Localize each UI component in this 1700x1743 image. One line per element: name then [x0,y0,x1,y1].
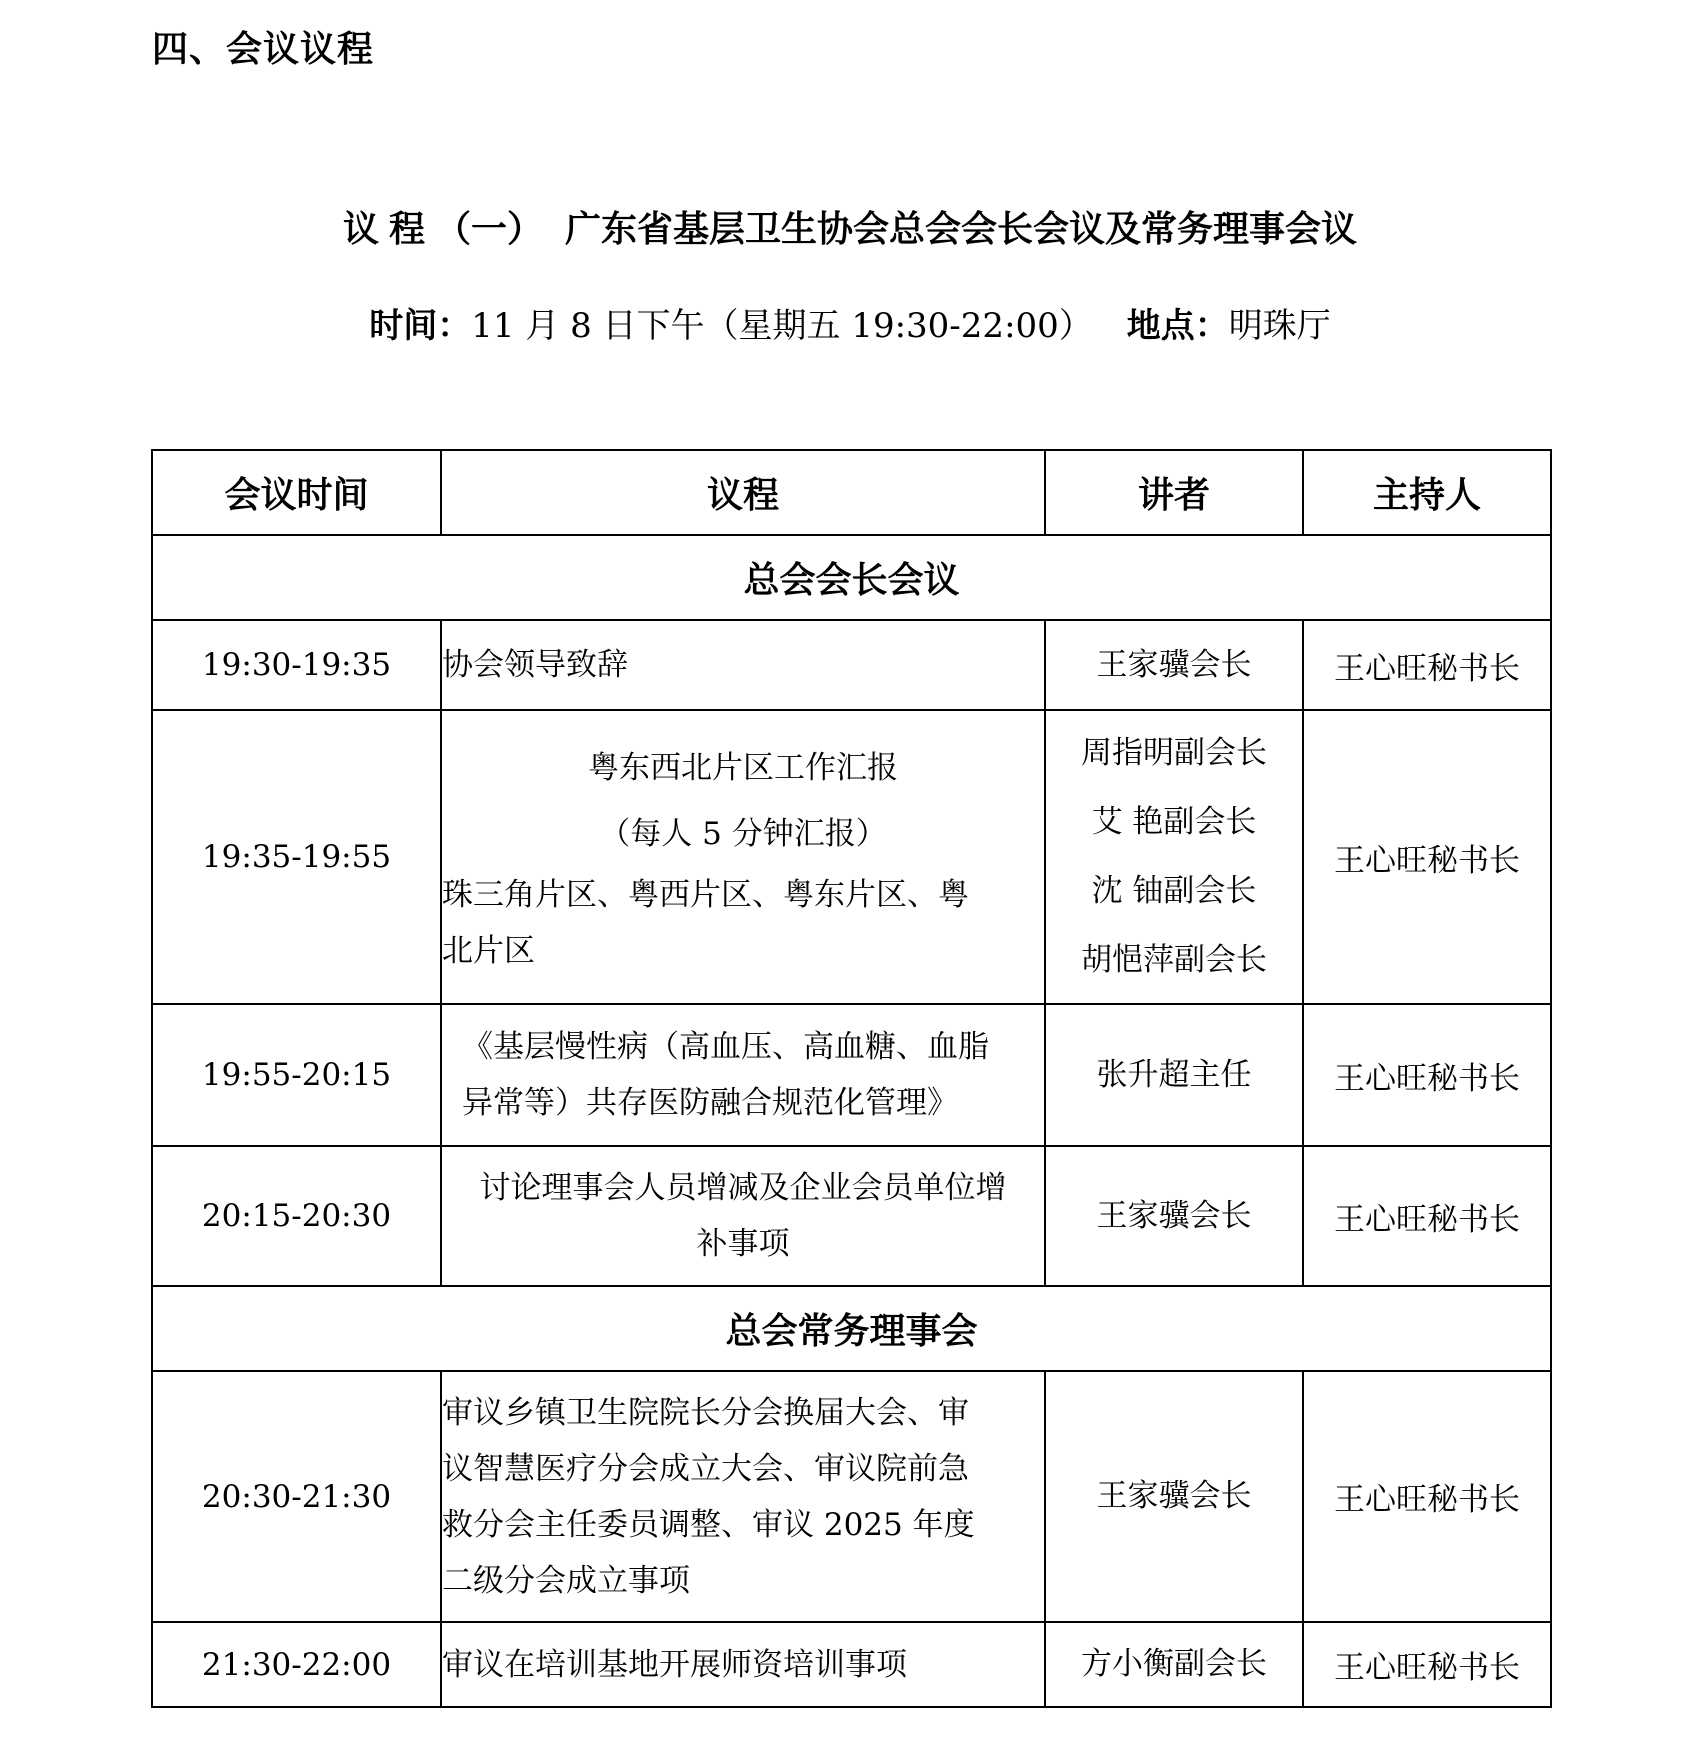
agenda-table [151,449,1552,1708]
header-time: 会议时间 [152,450,441,535]
speaker-cell [1045,1622,1303,1707]
host-cell: 王心旺秘书长 [1303,1371,1551,1622]
host-cell: 王心旺秘书长 [1303,1004,1551,1146]
place-value: 明珠厅 [1228,306,1331,346]
time-value: 11 月 8 日下午（星期五 19:30-22:00） [471,306,1093,346]
agenda-line: 议智慧医疗分会成立大会、审议院前急 [442,1450,969,1487]
agenda-title [0,206,1700,254]
place-label: 地点： [1126,306,1229,346]
section-heading: 四、会议议程 [152,29,375,70]
time-cell: 19:35-19:55 [152,710,441,1004]
agenda-line: 北片区 [442,933,535,969]
table-row [152,1146,1551,1286]
table-row [152,1371,1551,1622]
time-cell: 20:30-21:30 [152,1371,441,1622]
header-host: 主持人 [1303,450,1551,535]
section-row [152,535,1551,620]
speaker-name: 王家骥会长 [1096,646,1252,683]
table-header-row [152,450,1551,535]
table-row [152,620,1551,710]
agenda-line: 讨论理事会人员增减及企业会员单位增 [479,1170,1007,1206]
time-cell: 19:55-20:15 [152,1004,441,1146]
table-row [152,1004,1551,1146]
agenda-cell [441,710,1045,1004]
header-speaker: 讲者 [1045,450,1303,535]
header-agenda: 议程 [441,450,1045,535]
agenda-cell [441,1371,1045,1622]
speaker-name: 周指明副会长 [1081,735,1267,771]
agenda-title-number: （一） [434,209,543,250]
host-cell: 王心旺秘书长 [1303,1622,1551,1707]
section-title: 总会会长会议 [152,535,1551,620]
agenda-title-prefix: 议程 [342,209,435,250]
agenda-cell [441,1146,1045,1286]
agenda-line: （每人 5 分钟汇报） [599,816,887,852]
agenda-line: 补事项 [696,1226,790,1262]
host-cell: 王心旺秘书长 [1303,1146,1551,1286]
agenda-cell [441,620,1045,710]
host-cell: 王心旺秘书长 [1303,710,1551,1004]
speaker-name: 胡悒萍副会长 [1081,942,1267,978]
agenda-line: 粤东西北片区工作汇报 [588,750,898,786]
speaker-name: 沈 铀副会长 [1091,873,1257,909]
table-row [152,1622,1551,1707]
speaker-name: 方小衡副会长 [1081,1646,1267,1682]
speaker-cell [1045,1004,1303,1146]
section-row [152,1286,1551,1371]
section-title: 总会常务理事会 [152,1286,1551,1371]
agenda-line: 《基层慢性病（高血压、高血糖、血脂 [462,1029,989,1065]
agenda-line: 二级分会成立事项 [442,1562,690,1599]
time-place-line [0,302,1700,350]
time-label: 时间： [369,306,472,346]
agenda-cell [441,1004,1045,1146]
speaker-name: 王家骥会长 [1096,1478,1252,1514]
agenda-line: 审议在培训基地开展师资培训事项 [442,1646,907,1683]
agenda-line: 异常等）共存医防融合规范化管理》 [462,1085,958,1121]
agenda-title-text: 广东省基层卫生协会总会会长会议及常务理事会议 [565,209,1358,250]
agenda-line: 协会领导致辞 [442,647,628,683]
speaker-cell [1045,1371,1303,1622]
agenda-line: 珠三角片区、粤西片区、粤东片区、粤 [442,877,969,913]
agenda-cell [441,1622,1045,1707]
time-cell: 20:15-20:30 [152,1146,441,1286]
speaker-cell [1045,1146,1303,1286]
host-cell: 王心旺秘书长 [1303,620,1551,710]
speaker-cell [1045,620,1303,710]
speaker-name: 艾 艳副会长 [1091,804,1257,840]
time-cell: 19:30-19:35 [152,620,441,710]
agenda-line: 救分会主任委员调整、审议 2025 年度 [442,1506,975,1543]
agenda-line: 审议乡镇卫生院院长分会换届大会、审 [442,1394,969,1431]
table-row [152,710,1551,1004]
speaker-name: 张升超主任 [1096,1056,1252,1093]
speaker-cell [1045,710,1303,1004]
time-cell: 21:30-22:00 [152,1622,441,1707]
speaker-name: 王家骥会长 [1096,1197,1252,1234]
